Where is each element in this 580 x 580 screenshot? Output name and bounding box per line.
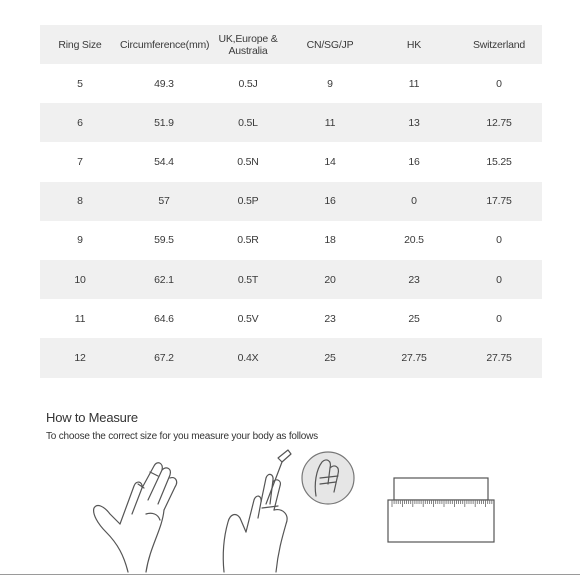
table-cell: 7 xyxy=(77,155,83,168)
header-switzerland: Switzerland xyxy=(472,38,526,51)
table-cell: 27.75 xyxy=(401,351,427,364)
finger-wrap-icon xyxy=(216,448,361,573)
table-cell: 10 xyxy=(74,273,86,286)
table-row xyxy=(40,221,542,260)
table-cell: 23 xyxy=(408,273,420,286)
table-row xyxy=(40,64,542,103)
table-body xyxy=(40,64,542,378)
header-ring-size: Ring Size xyxy=(58,38,102,51)
table-row xyxy=(40,299,542,338)
table-cell: 15.25 xyxy=(486,155,512,168)
table-cell: 64.6 xyxy=(154,312,174,325)
table-cell: 49.3 xyxy=(154,77,174,90)
table-cell: 11 xyxy=(74,312,86,325)
table-cell: 20.5 xyxy=(404,234,424,247)
table-cell: 12.75 xyxy=(486,116,512,129)
table-cell: 67.2 xyxy=(154,351,174,364)
table-cell: 9 xyxy=(327,77,333,90)
table-cell: 13 xyxy=(408,116,420,129)
table-cell: 0 xyxy=(411,195,417,208)
table-cell: 20 xyxy=(324,273,336,286)
table-row xyxy=(40,260,542,299)
table-cell: 23 xyxy=(324,312,336,325)
table-cell: 54.4 xyxy=(154,155,174,168)
hand-icon xyxy=(88,448,188,573)
table-cell: 0.5R xyxy=(237,234,259,247)
how-to-measure-title: How to Measure xyxy=(46,410,138,425)
ruler-icon xyxy=(386,448,496,548)
table-cell: 11 xyxy=(324,116,336,129)
table-cell: 9 xyxy=(77,234,83,247)
table-cell: 0.5T xyxy=(237,273,259,286)
header-hk: HK xyxy=(406,38,422,51)
table-cell: 0 xyxy=(496,77,502,90)
table-cell: 0.5P xyxy=(237,195,259,208)
header-cn-sg-jp: CN/SG/JP xyxy=(306,38,354,51)
table-cell: 8 xyxy=(77,195,83,208)
table-row xyxy=(40,103,542,142)
table-cell: 51.9 xyxy=(154,116,174,129)
table-cell: 16 xyxy=(408,155,420,168)
table-cell: 57 xyxy=(158,195,170,208)
size-table xyxy=(40,25,542,378)
table-cell: 11 xyxy=(408,77,420,90)
size-chart xyxy=(40,25,542,378)
header-uk-europe-australia: UK,Europe & Australia xyxy=(218,32,278,57)
table-cell: 18 xyxy=(324,234,336,247)
header-circumference: Circumference(mm) xyxy=(120,38,210,51)
table-cell: 0.5L xyxy=(238,116,258,129)
table-cell: 0 xyxy=(496,312,502,325)
table-cell: 0.5J xyxy=(238,77,258,90)
table-cell: 6 xyxy=(77,116,83,129)
how-to-measure-subtitle: To choose the correct size for you measure your body as follows xyxy=(46,431,318,442)
table-cell: 0.5N xyxy=(237,155,259,168)
how-to-measure xyxy=(46,410,318,442)
table-cell: 62.1 xyxy=(154,273,174,286)
table-row xyxy=(40,142,542,181)
table-cell: 25 xyxy=(324,351,336,364)
table-cell: 17.75 xyxy=(486,195,512,208)
table-cell: 0 xyxy=(496,273,502,286)
table-cell: 16 xyxy=(324,195,336,208)
table-cell: 14 xyxy=(324,155,336,168)
table-cell: 0.4X xyxy=(237,351,259,364)
table-cell: 27.75 xyxy=(486,351,512,364)
table-cell: 12 xyxy=(74,351,86,364)
table-row xyxy=(40,338,542,377)
bottom-divider xyxy=(0,574,580,575)
table-cell: 5 xyxy=(77,77,83,90)
table-cell: 0 xyxy=(496,234,502,247)
table-cell: 59.5 xyxy=(154,234,174,247)
table-cell: 25 xyxy=(408,312,420,325)
table-cell: 0.5V xyxy=(237,312,259,325)
table-header-row xyxy=(40,25,542,64)
table-row xyxy=(40,182,542,221)
